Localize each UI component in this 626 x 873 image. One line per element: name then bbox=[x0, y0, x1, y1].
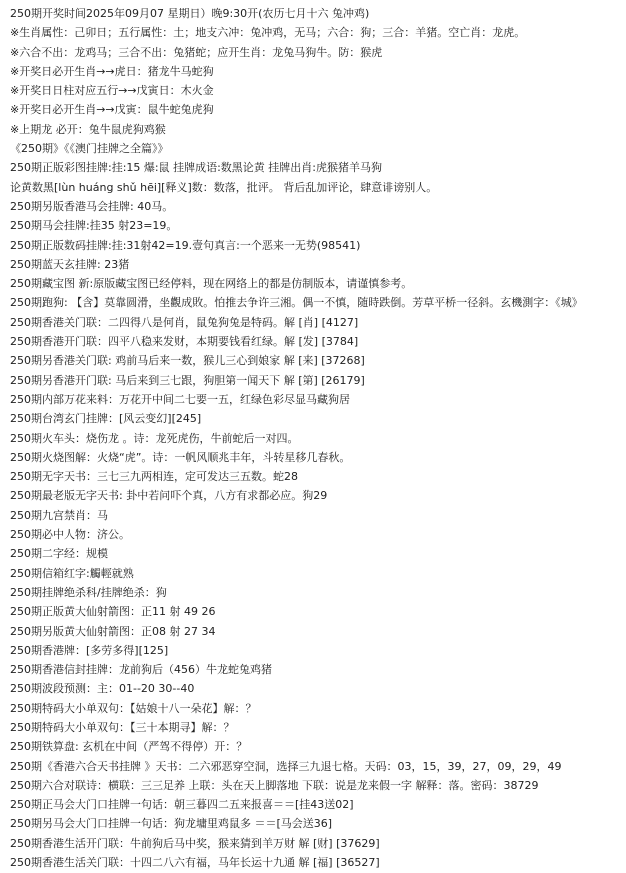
running-dog-line: 250期跑狗: 【含】莫靠圆滑，坐觀成敗。怕推去争许三湘。偶一不慎，随時跌倒。芳草平桥一径斜。玄機測字：《城》 bbox=[10, 296, 583, 310]
alt-hk-close-couplet-line: 250期另香港关门联: 鸡前马后来一数，猴儿三心到娘家 解 [来] [37268] bbox=[10, 354, 365, 368]
document-body bbox=[10, 4, 622, 872]
zodiac-attributes-line: ※生肖属性：己卯日；五行属性：土；地支六冲：兔冲鸡，无马；六合：狗；三合：羊猪。空亡肖：龙虎。 bbox=[10, 26, 526, 40]
wave-prediction-line: 250期波段预测：主：01--20 30--40 bbox=[10, 682, 195, 696]
alt-jockey-gate-line: 250期另马会大门口挂牌一句话：狗龙墉里鸡鼠多 ＝＝[马会送36] bbox=[10, 817, 333, 831]
section-heading: 《250期》《《澳门挂牌之全篇》》 bbox=[10, 142, 169, 156]
taiwan-listing-line: 250期台湾玄门挂牌：[风云变幻][245] bbox=[10, 412, 202, 426]
day-pillar-five-elements-line: ※开奖日日柱对应五行→→戊寅日：木火金 bbox=[10, 84, 214, 98]
wong-tai-sin-archery-line: 250期正版黄大仙射箭图：正11 射 49 26 bbox=[10, 605, 216, 619]
iron-abacus-line: 250期铁算盘: 玄机在中间（严驾不得停）开：？ bbox=[10, 740, 248, 754]
last-period-dragon-line: ※上期龙 必开：兔牛鼠虎狗鸡猴 bbox=[10, 122, 166, 136]
hk-jockey-listing-line: 250期另版香港马会挂牌: 40马。 bbox=[10, 199, 174, 213]
alt-wong-tai-sin-archery-line: 250期另版黄大仙射箭图：正08 射 27 34 bbox=[10, 624, 216, 638]
hk-card-line: 250期香港牌：[多劳多得][125] bbox=[10, 643, 169, 657]
two-word-scripture-line: 250期二字经：规模 bbox=[10, 547, 108, 561]
alt-hk-open-couplet-line: 250期另香港开门联: 马后来到三七跟，狗胆第一闻天下 解 [第] [26179] bbox=[10, 373, 365, 387]
life-close-couplet-line: 250期香港生活关门联：十四二八六有福，马年长运十九通 解 [福] [36527] bbox=[10, 856, 380, 870]
wordless-book-line: 250期无字天书：三七三九两相连，定可发达三五数。蛇28 bbox=[10, 470, 298, 484]
oldest-wordless-book-line: 250期最老版无字天书: 卦中若问吓个真，八方有求都必应。狗29 bbox=[10, 489, 328, 503]
jockey-listing-line: 250期马会挂牌:挂35 射23=19。 bbox=[10, 219, 178, 233]
hk-open-couplet-line: 250期香港开门联：四平八稳来发财，本期要钱看红绿。解 [发] [3784] bbox=[10, 335, 359, 349]
must-open-wuyin-line: ※开奖日必开生肖→→戊寅：鼠牛蛇兔虎狗 bbox=[10, 103, 214, 117]
draw-time-line: 250期开奖时间2025年09月07 星期日）晚9:30开(农历七月十六 兔冲鸡) bbox=[10, 7, 370, 20]
sure-character-line: 250期必中人物：济公。 bbox=[10, 528, 130, 542]
hk-close-couplet-line: 250期香港关门联：二四得八是何肖，鼠兔狗兔是特码。解 [肖] [4127] bbox=[10, 315, 359, 329]
size-odd-even-line-1: 250期特码大小单双句：【姑娘十八一朵花】解：？ bbox=[10, 701, 257, 715]
color-picture-listing-line: 250期正版彩图挂牌:挂:15 爆:鼠 挂牌成语:数黑论黄 挂牌出肖:虎猴猪羊马狗 bbox=[10, 161, 383, 175]
blue-sky-listing-line: 250期蓝天玄挂牌: 23猪 bbox=[10, 257, 130, 271]
must-open-tiger-day-line: ※开奖日必开生肖→→虎日：猪龙牛马蛇狗 bbox=[10, 64, 214, 78]
size-odd-even-line-2: 250期特码大小单双句：【三十本期寻】解：？ bbox=[10, 720, 235, 734]
train-head-line: 250期火车头：烧伤龙 。诗：龙死虎伤，牛前蛇后一对四。 bbox=[10, 431, 299, 445]
hk-envelope-line: 250期香港信封挂牌：龙前狗后（456）牛龙蛇兔鸡猪 bbox=[10, 663, 272, 677]
fire-picture-line: 250期火烧图解：火烧“虎”。诗：一帆风顺兆丰年，斗转星移几春秋。 bbox=[10, 450, 351, 464]
heavenly-book-line: 250期《香港六合天书挂牌 》天书：二六邪恶穿空洞，选择三九退七格。天码：03，15，39，27，09，29，49 bbox=[10, 759, 562, 773]
idiom-explanation-line: 论黄数黑[lùn huáng shǔ hēi][释义]数：数落，批评。 背后乱加评论，肆意诽谤别人。 bbox=[10, 180, 438, 194]
treasure-map-line: 250期藏宝图 新:原版藏宝图已经停料，现在网络上的都是仿制版本，请谨慎参考。 bbox=[10, 277, 413, 291]
internal-flowers-line: 250期内部万花来料：万花开中间二七要一五，红绿色彩尽显马藏狗居 bbox=[10, 392, 350, 406]
nine-palace-line: 250期九宫禁肖：马 bbox=[10, 508, 108, 522]
life-open-couplet-line: 250期香港生活开门联：牛前狗后马中奖，猴来猜到羊万财 解 [财] [37629] bbox=[10, 836, 380, 850]
jockey-gate-line: 250期正马会大门口挂牌一句话：朝三暮四二五来报喜＝＝[挂43送02] bbox=[10, 798, 354, 812]
couplet-poem-line: 250期六合对联诗：横联：三三足养 上联：头在天上脚落地 下联：说是龙来假一字 解释：落。密码：38729 bbox=[10, 778, 539, 792]
digital-listing-line: 250期正版数码挂牌:挂:31射42=19.壹句真言:一个恶来一无势(98541) bbox=[10, 238, 361, 252]
six-harmony-line: ※六合不出：龙鸡马；三合不出：兔猪蛇；应开生肖：龙兔马狗牛。防：猴虎 bbox=[10, 45, 383, 59]
mailbox-red-word-line: 250期信箱红字:觸輕就熟 bbox=[10, 566, 134, 580]
listing-kill-line: 250期挂牌绝杀科/挂牌绝杀：狗 bbox=[10, 585, 167, 599]
